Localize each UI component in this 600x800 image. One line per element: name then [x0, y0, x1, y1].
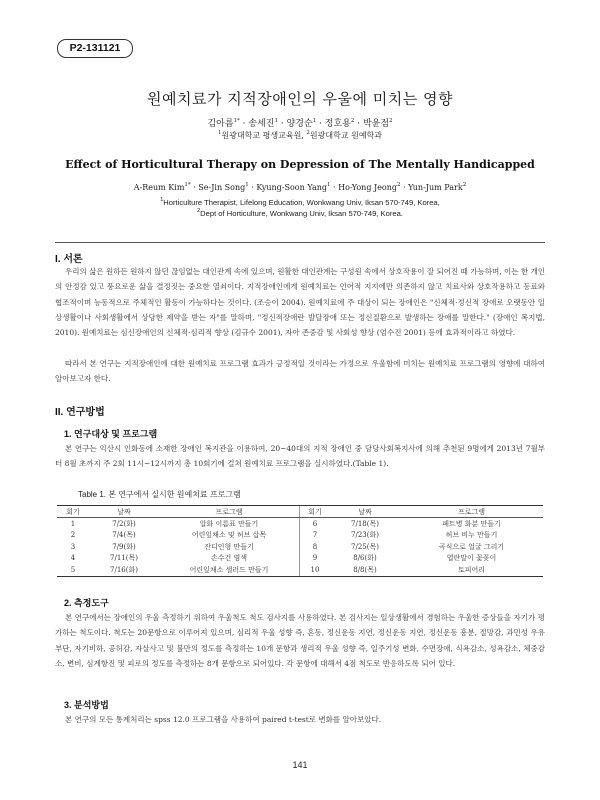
author-name: 정호용 — [324, 119, 351, 129]
english-affiliation-2: $^2$Dept of Horticulture, Wonkwang Univ, Iksan 570-749, Korea. — [197, 208, 403, 218]
intro-paragraph-1: 우리의 삶은 원하든 원하지 않던 끊임없는 대인관계 속에 있으며, 원활한 대인관계는 구성원 속에서 상호작용이 잘 되어진 때 가능하며, 이는 한 개인의 안정감 있고 풍요로운 삶을 결정짓는 중요한 열쇠이다. 지적장애인에게 원예치료는 언어적 지지에만 의존하지 않고 치료사와 상호작용하고 동료와 협조적이며 능동적으로 주체적인 활동이 가능하다는 것이다. (조승이 2004). 원예치료에 주 대상이 되는 장애인은 "신체적·정신적 장애로 오랫동안 일상생활이나 사회생활에서 상당한 제약을 받는 자"를 말하며, "정신적장애란 발달장애 또는 정신질환으로 발생하는 장애를 말한다." (장애인 복지법, 2010). 원예치료는 심신장애인의 신체적·심리적 향상 (김규수 2001), 자아 존중감 및 사회성 향상 (엄수진 2001) 등에 효과적이라고 하였다. — [55, 267, 545, 338]
english-title: Effect of Horticultural Therapy on Depression of The Mentally Handicapped — [65, 158, 535, 171]
author-name: Yun-Jum Park — [408, 183, 463, 192]
subsection-heading-2: 2. 측정도구 — [64, 598, 109, 608]
author-name: Se-Jin Song — [198, 183, 246, 192]
table-row: 5 7/16(화) 어린잎채소 샐러드 만들기 10 8/8(목) 토피어리 — [57, 564, 543, 576]
subsection-3-paragraph: 본 연구의 모든 통계처리는 spss 12.0 프로그램을 사용하여 paired t-test로 변화를 알아보았다. — [65, 715, 382, 724]
subsection-1-paragraph: 본 연구는 익산시 인화동에 소재한 장애인 복지관을 이용하여, 20~40대의 지적 장애인 중 담당사회복지사에 의해 추천된 9명에게 2013년 7월부터 8월 초까지 주 2회 11시~12시까지 총 10회기에 걸쳐 원예치료 프로그램을 실시하였다.(Table 1). — [55, 444, 545, 469]
paper-code-badge: P2-131121 — [57, 39, 133, 58]
author-name: 송세진 — [248, 119, 275, 129]
subsection-heading-1: 1. 연구대상 및 프로그램 — [64, 429, 158, 439]
author-name: Ho-Yong Jeong — [338, 183, 398, 192]
table-caption: Table 1. 본 연구에서 실시한 원예치료 프로그램 — [78, 490, 241, 499]
section-heading-methods: II. 연구방법 — [55, 407, 105, 418]
page-number: 141 — [292, 760, 308, 770]
table-row: 1 7/2(화) 압화 이름표 만들기 6 7/18(목) 페트병 화분 만들기 — [57, 518, 543, 530]
section-divider — [55, 242, 545, 243]
korean-affiliation: $^1$원광대학교 평생교육원, $^2$원광대학교 원예학과 — [217, 130, 383, 140]
english-authors: A-Reum Kim$^{1*}$ · Se-Jin Song$^1$ · Kyung-Soon Yang$^1$ · Ho-Yong Jeong$^2$ · Yun-Jum Park$^2$ — [133, 182, 467, 192]
table-row: 4 7/11(목) 손수건 염색 9 8/6(화) 엽란말이 꽃꽂이 — [70, 554, 497, 563]
author-name: 김아름 — [207, 119, 234, 129]
author-name: 양경순 — [286, 119, 313, 129]
korean-authors: 김아름$^{1*}$ · 송세진$^1$ · 양경순$^1$ · 정호용$^2$ · 박윤점$^2$ — [207, 118, 393, 129]
english-affiliation-1: $^1$Horticulture Therapist, Lifelong Education, Wonkwang Univ, Iksan 570-749, Korea, — [160, 197, 440, 207]
author-name: Kyung-Soon Yang — [256, 183, 328, 192]
author-name: 박윤점 — [362, 119, 390, 129]
korean-title: 원예치료가 지적장애인의 우울에 미치는 영향 — [147, 90, 453, 108]
table-row: 2 7/4(목) 어린잎채소 및 허브 삽목 7 7/23(화) 허브 비누 만들기 — [70, 531, 498, 540]
intro-paragraph-2: 따라서 본 연구는 지적장애인에 대한 원예치료 프로그램 효과가 긍정적일 것이라는 가정으로 우울함에 미치는 원예치료 프로그램의 영향에 대하여 알아보고자 한다. — [55, 359, 545, 384]
subsection-heading-3: 3. 분석방법 — [64, 700, 109, 710]
table-header-row: 회기 날짜 프로그램 회기 날짜 프로그램 — [57, 506, 543, 518]
section-heading-intro: I. 서론 — [55, 254, 83, 265]
author-name: A-Reum Kim — [133, 183, 185, 192]
program-table — [57, 505, 543, 577]
subsection-2-paragraph: 본 연구에서는 장애인의 우울 측정하기 위하여 우울척도 척도 검사지를 사용하였다. 본 검사지는 일상생활에서 경험하는 우울한 증상들을 자기가 평가하는 척도이다. 척도는 20문항으로 이루어져 있으며, 심리적 우울 성향 즉, 혼동, 정신운동 지연, 정신운동 지연, 정신운동 흥분, 절망감, 과민성 우유부단, 자기비하, 공허감, 자살사고 및 불만의 정도를 측정하는 10개 문항과 생리적 우울 성향 즉, 일주기성 변화, 수면장애, 식욕감소, 성욕감소, 체중감소, 변비, 심계항진 및 피로의 정도를 측정하는 8개 문항으로 되어있다. 각 문항에 대해서 4점 척도로 반응하도록 되어 있다. — [55, 613, 545, 668]
table-row: 3 7/9(화) 잔디인형 만들기 8 7/25(목) 곡식으로 얼굴 그리기 — [70, 542, 505, 551]
